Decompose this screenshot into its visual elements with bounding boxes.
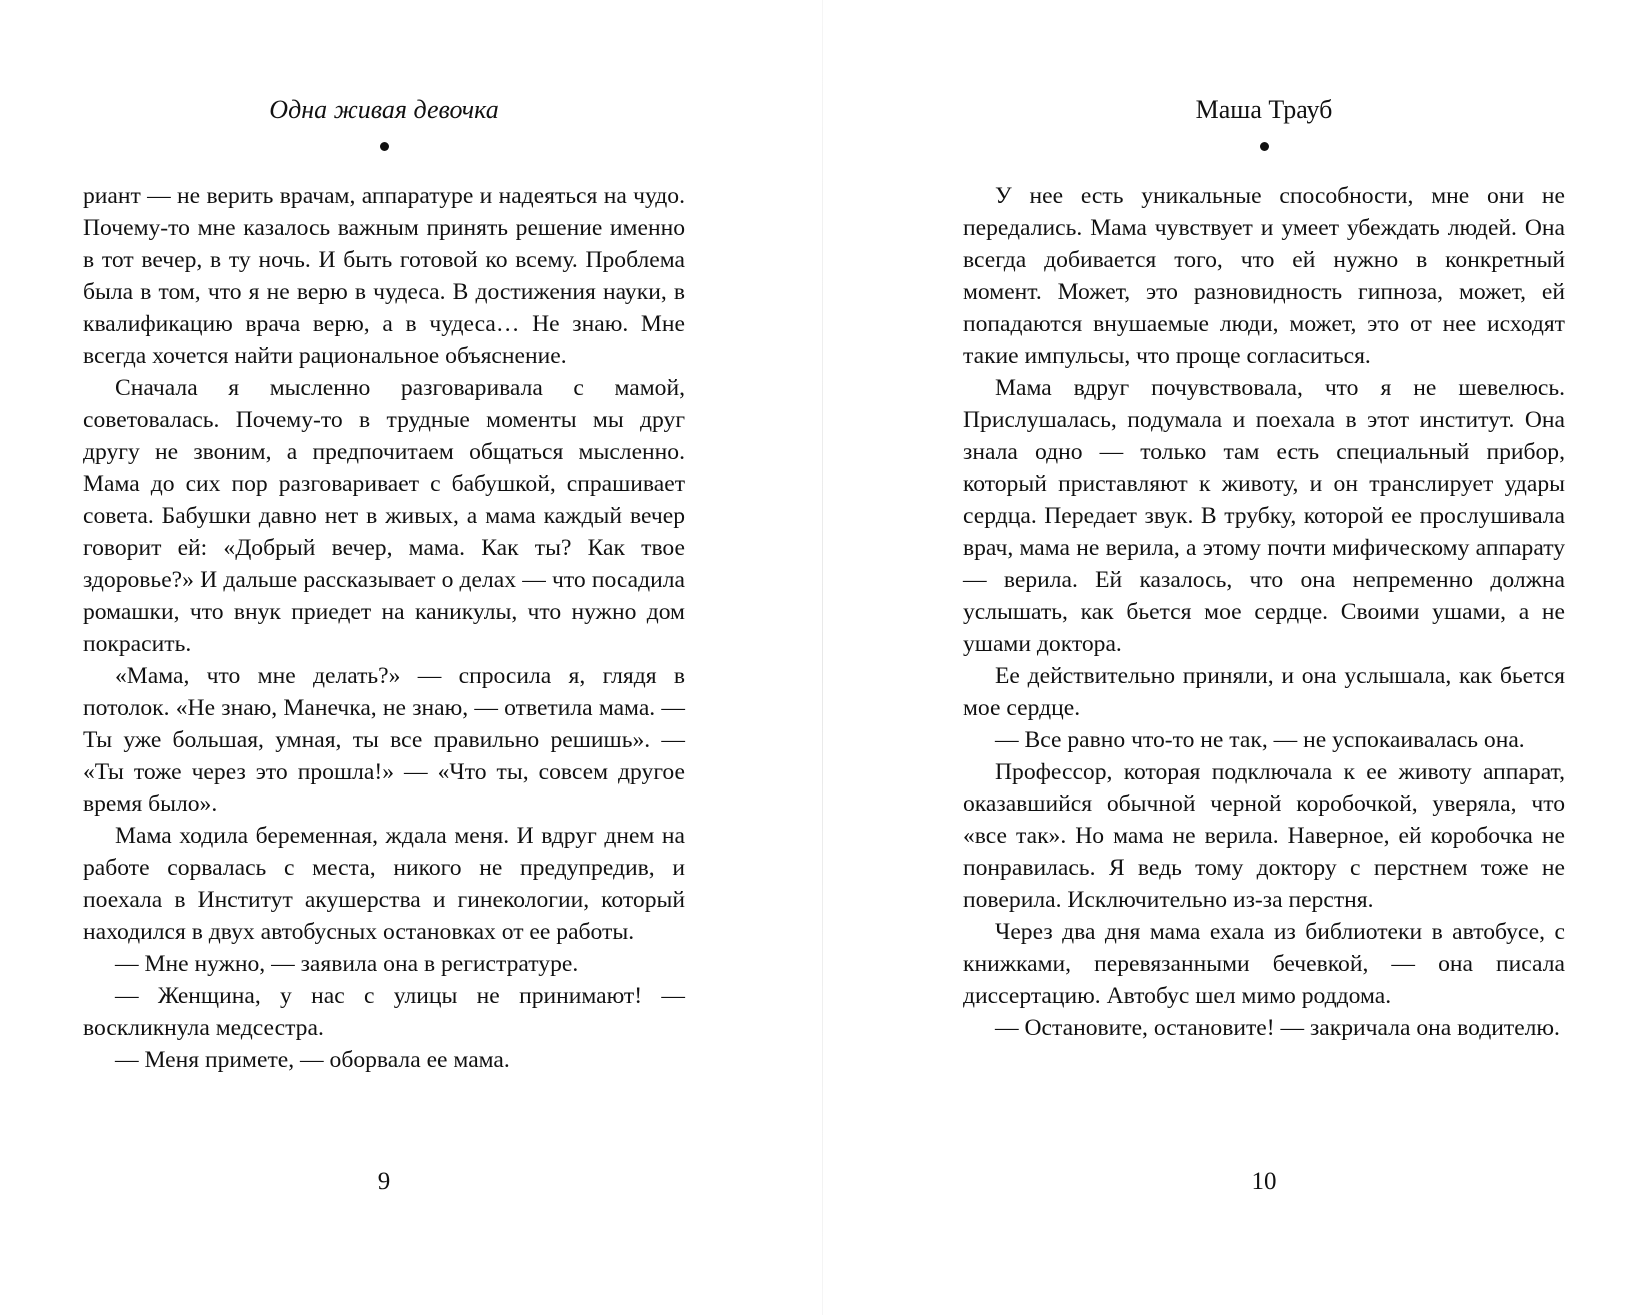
header-bullet-ornament <box>1260 142 1269 151</box>
paragraph: — Мне нужно, — заявила она в регистратуре. <box>115 951 579 977</box>
paragraph: риант — не верить врачам, аппаратуре и надеяться на чудо. Почему-то мне казалось важным принять решение именно в тот вечер, в ту ночь. И быть готовой ко всему. Проблема была в том, что я не верю в чудеса. В достижения науки, в квалификацию врача верю, а в чудеса… Не знаю. Мне всегда хочется найти рациональное объяснение. <box>83 183 685 369</box>
right-page <box>963 0 1565 1315</box>
left-page <box>83 0 685 1315</box>
paragraph: — Меня примете, — оборвала ее мама. <box>115 1047 510 1073</box>
header-bullet-ornament <box>380 142 389 151</box>
paragraph: Профессор, которая подключала к ее животу аппарат, оказавшийся обычной черной коробочкой, уверяла, что «все так». Но мама не верила. Наверное, ей коробочка не понравилась. Я ведь тому доктору с перстнем тоже не поверила. Исключительно из-за перстня. <box>963 759 1565 913</box>
paragraph: Мама вдруг почувствовала, что я не шевелюсь. Прислушалась, подумала и поехала в этот институт. Она знала одно — только там есть специальный прибор, который приставляют к животу, и он транслирует удары сердца. Передает звук. В трубку, которой ее прослушивала врач, мама не верила, а этому почти мифическому аппарату — верила. Ей казалось, что она непременно должна услышать, как бьется мое сердце. Своими ушами, а не ушами доктора. <box>963 375 1565 657</box>
page-gutter <box>822 0 823 1315</box>
page-number: 9 <box>377 1168 391 1195</box>
right-page-body <box>963 180 1565 1044</box>
paragraph: Сначала я мысленно разговаривала с мамой, советовалась. Почему-то в трудные моменты мы друг другу не звоним, а предпочитаем общаться мысленно. Мама до сих пор разговаривает с бабушкой, спрашивает совета. Бабушки давно нет в живых, а мама каждый вечер говорит ей: «Добрый вечер, мама. Как ты? Как твое здоровье?» И дальше рассказывает о делах — что посадила ромашки, что внук приедет на каникулы, что нужно дом покрасить. <box>83 375 685 657</box>
left-page-body <box>83 180 685 1076</box>
paragraph: Мама ходила беременная, ждала меня. И вдруг днем на работе сорвалась с места, никого не предупредив, и поехала в Институт акушерства и гинекологии, который находился в двух автобусных остановках от ее работы. <box>83 823 685 945</box>
page-number: 10 <box>1251 1168 1277 1195</box>
paragraph: Ее действительно приняли, и она услышала, как бьется мое сердце. <box>963 663 1565 721</box>
paragraph: — Женщина, у нас с улицы не принимают! — воскликнула медсестра. <box>83 983 685 1041</box>
paragraph: Через два дня мама ехала из библиотеки в автобусе, с книжками, перевязанными бечевкой, — она писала диссертацию. Автобус шел мимо роддома. <box>963 919 1565 1009</box>
paragraph: «Мама, что мне делать?» — спросила я, глядя в потолок. «Не знаю, Манечка, не знаю, — ответила мама. — Ты уже большая, умная, ты все правильно решишь». — «Ты тоже через это прошла!» — «Что ты, совсем другое время было». <box>83 663 685 817</box>
running-head-author: Маша Трауб <box>1195 95 1333 124</box>
paragraph: — Все равно что-то не так, — не успокаивалась она. <box>995 727 1525 753</box>
paragraph: У нее есть уникальные способности, мне они не передались. Мама чувствует и умеет убеждать людей. Она всегда добивается того, что ей нужно в конкретный момент. Может, это разновидность гипноза, может, ей попадаются внушаемые люди, может, это от нее исходят такие импульсы, что проще согласиться. <box>963 183 1565 369</box>
paragraph: — Остановите, остановите! — закричала она водителю. <box>995 1015 1560 1041</box>
running-head-book-title: Одна живая девочка <box>269 95 499 124</box>
